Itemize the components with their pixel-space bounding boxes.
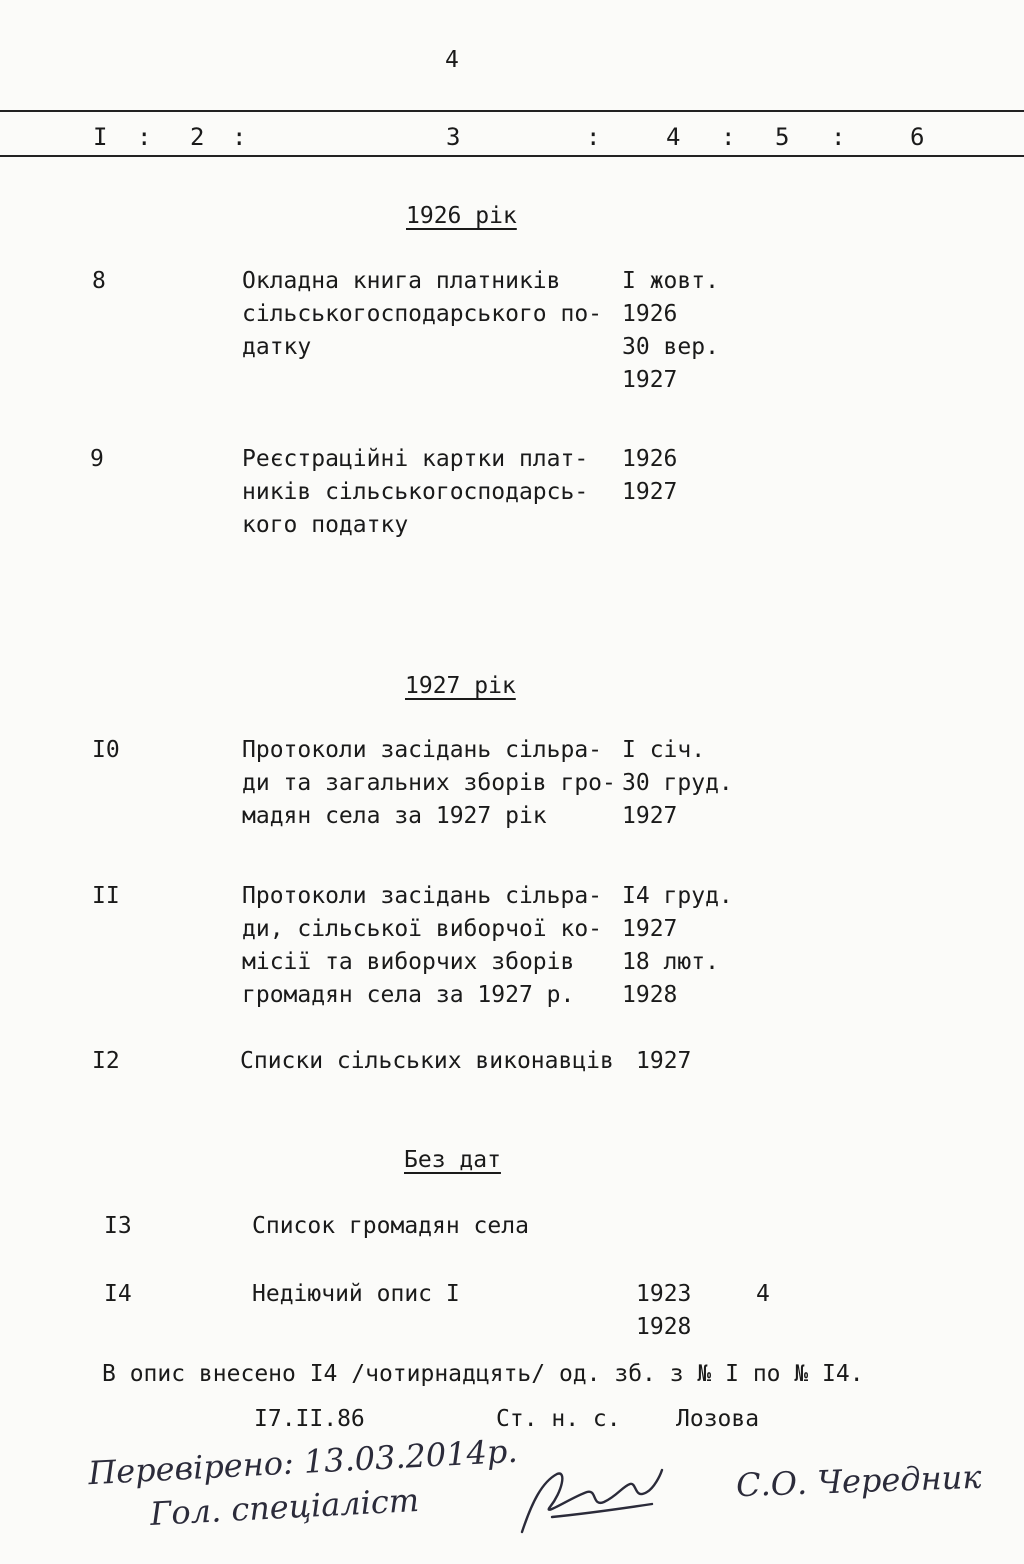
entry-title-line: Списки сільських виконавців (240, 1048, 614, 1074)
entry-number: I0 (92, 737, 120, 763)
entry-title-line: Список громадян села (252, 1213, 529, 1239)
header-top-rule (0, 110, 1024, 112)
entry-date: 1926 (622, 446, 678, 472)
entry-title-line: ників сільськогосподарсь- (242, 479, 589, 505)
entry-title-line: сільськогосподарського по- (242, 301, 603, 327)
entry-date: 1927 (622, 367, 678, 393)
entry-date: 1923 (636, 1281, 692, 1307)
footer-name: Лозова (676, 1406, 760, 1432)
entry-date: 30 вер. (622, 334, 719, 360)
entry-title-line: Недіючий опис I (252, 1281, 460, 1307)
entry-date: 1927 (622, 479, 678, 505)
header-bottom-rule (0, 155, 1024, 157)
handwritten-signer-name: С.О. Чередник (735, 1457, 982, 1505)
entry-number: I4 (104, 1281, 132, 1307)
section-heading-1926: 1926 рік (406, 203, 517, 229)
entry-date: I січ. (622, 737, 706, 763)
entry-date: I жовт. (622, 268, 719, 294)
entry-title-line: Протоколи засідань сільра- (242, 737, 603, 763)
entry-date: 1926 (622, 301, 678, 327)
col-sep: : (831, 123, 846, 151)
section-heading-no-dates: Без дат (404, 1147, 501, 1173)
entry-number: II (92, 883, 120, 909)
entry-date: I4 груд. (622, 883, 733, 909)
entry-number: 8 (92, 268, 106, 294)
col-header-3: 3 (446, 123, 461, 151)
entry-date: 1927 (636, 1048, 692, 1074)
entry-number: 9 (90, 446, 104, 472)
entry-title-line: кого податку (242, 512, 409, 538)
entry-title-line: Окладна книга платників (242, 268, 561, 294)
col-sep: : (721, 123, 736, 151)
col-header-2: 2 (190, 123, 205, 151)
entry-date: 1928 (622, 982, 678, 1008)
entry-title-line: датку (242, 334, 312, 360)
entry-date: 1927 (622, 916, 678, 942)
col-header-1: I (93, 123, 108, 151)
entry-title-line: громадян села за 1927 р. (242, 982, 575, 1008)
handwritten-checked-note: Перевірено: 13.03.2014р. (87, 1431, 519, 1493)
handwritten-role: Гол. спеціаліст (149, 1480, 420, 1534)
summary-line: В опис внесено I4 /чотирнадцять/ од. зб. з № I по № I4. (102, 1361, 864, 1387)
handwritten-signature (512, 1462, 672, 1542)
footer-date: I7.II.86 (254, 1406, 365, 1432)
col-sep: : (586, 123, 601, 151)
section-heading-1927: 1927 рік (405, 673, 516, 699)
entry-extra-count: 4 (756, 1281, 770, 1307)
col-sep: : (137, 123, 152, 151)
col-sep: : (232, 123, 247, 151)
entry-date: 18 лют. (622, 949, 719, 975)
entry-title-line: Протоколи засідань сільра- (242, 883, 603, 909)
entry-title-line: місії та виборчих зборів (242, 949, 575, 975)
entry-date: 30 груд. (622, 770, 733, 796)
col-header-4: 4 (666, 123, 681, 151)
entry-date: 1927 (622, 803, 678, 829)
entry-date: 1928 (636, 1314, 692, 1340)
col-header-5: 5 (775, 123, 790, 151)
entry-number: I2 (92, 1048, 120, 1074)
footer-position: Ст. н. с. (496, 1406, 621, 1432)
entry-title-line: ди та загальних зборів гро- (242, 770, 616, 796)
page-number: 4 (445, 47, 459, 73)
entry-title-line: Реєстраційні картки плат- (242, 446, 589, 472)
entry-title-line: ди, сільської виборчої ко- (242, 916, 603, 942)
entry-title-line: мадян села за 1927 рік (242, 803, 547, 829)
entry-number: I3 (104, 1213, 132, 1239)
col-header-6: 6 (910, 123, 925, 151)
